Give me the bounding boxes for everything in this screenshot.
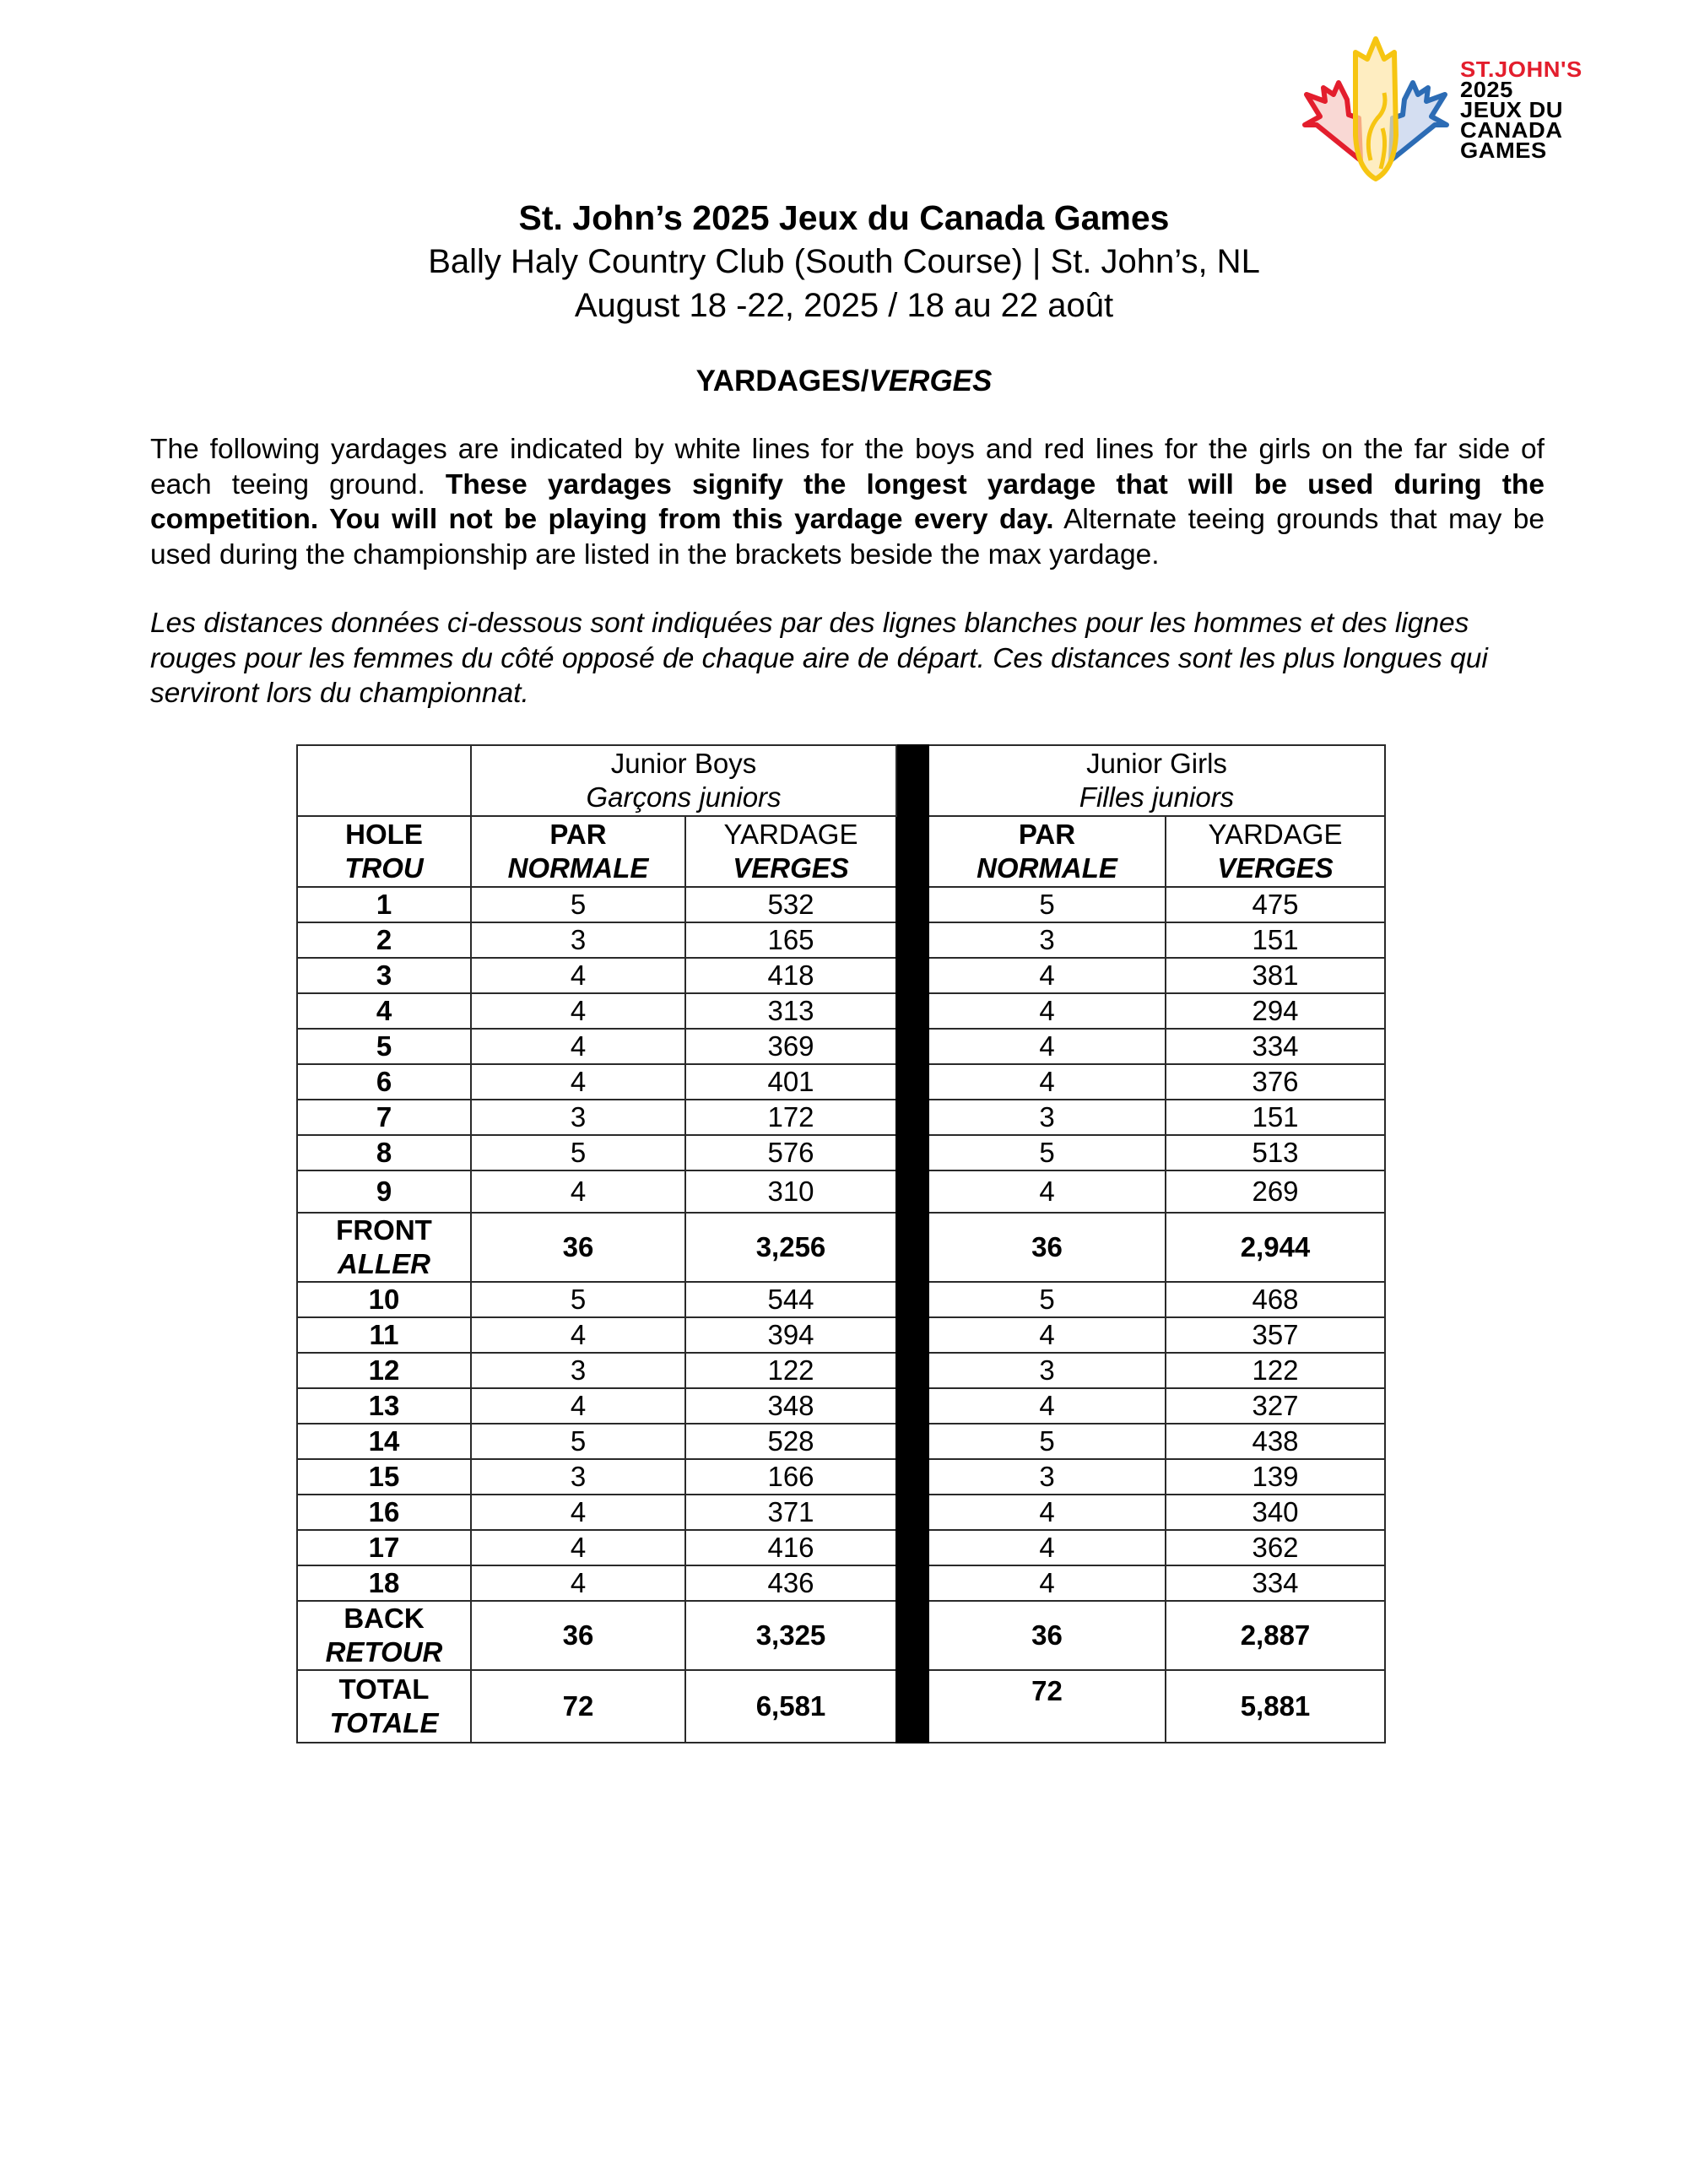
hole-number: 2 [297, 922, 471, 958]
table-row [297, 1282, 1385, 1317]
hole-number: 10 [297, 1282, 471, 1317]
table-row [297, 1353, 1385, 1388]
logo-year: 2025 [1460, 77, 1513, 102]
girls-yardage-cell: 327 [1166, 1388, 1385, 1424]
yardage-header-fr: VERGES [1217, 852, 1334, 884]
boys-par-cell: 4 [471, 1565, 685, 1601]
table-row [297, 1064, 1385, 1100]
front-nine-total-row [297, 1213, 1385, 1282]
boys-par-cell: 4 [471, 993, 685, 1029]
summary-label-fr: TOTALE [329, 1707, 439, 1738]
girls-par-cell: 4 [928, 1170, 1166, 1213]
table-row [297, 1029, 1385, 1064]
boys-yardage-total: 3,256 [685, 1213, 896, 1282]
girls-par-total: 36 [928, 1213, 1166, 1282]
boys-par-total: 36 [471, 1213, 685, 1282]
girls-par-cell: 4 [928, 958, 1166, 993]
hole-number: 18 [297, 1565, 471, 1601]
section-heading-en: YARDAGES/ [695, 365, 869, 397]
intro-paragraph-fr: Les distances données ci-dessous sont indiquées par des lignes blanches pour les hommes et des lignes rouges pour les femmes du côté opposé de chaque aire de départ. Ces distances sont les plus longues qui serviront lors du championnat. [150, 608, 1488, 709]
grand-total-row [297, 1670, 1385, 1743]
table-row [297, 922, 1385, 958]
girls-yardage-cell: 475 [1166, 887, 1385, 922]
girls-yardage-total: 2,887 [1166, 1601, 1385, 1670]
table-row [297, 1100, 1385, 1135]
hole-number: 12 [297, 1353, 471, 1388]
boys-par-cell: 4 [471, 1029, 685, 1064]
boys-yardage-total: 3,325 [685, 1601, 896, 1670]
boys-par-cell: 4 [471, 1064, 685, 1100]
girls-yardage-cell: 381 [1166, 958, 1385, 993]
boys-par-cell: 4 [471, 1317, 685, 1353]
intro-en-bold: These yardages signify the longest yardage that will be used during the competition. You will not be playing from this yardage every day. [150, 468, 1545, 535]
hole-number: 15 [297, 1459, 471, 1495]
girls-yardage-cell: 334 [1166, 1565, 1385, 1601]
group-boys-fr: Garçons juniors [586, 781, 782, 813]
table-row [297, 1170, 1385, 1213]
column-header-girls-par [928, 816, 1166, 887]
venue-line: Bally Haly Country Club (South Course) | St. John’s, NL [428, 243, 1260, 280]
hole-number: 17 [297, 1530, 471, 1565]
column-header-boys-yardage [685, 816, 896, 887]
boys-par-cell: 3 [471, 1459, 685, 1495]
logo-canada: CANADA [1460, 117, 1563, 143]
boys-par-cell: 4 [471, 1388, 685, 1424]
boys-yardage-cell: 544 [685, 1282, 896, 1317]
girls-yardage-total: 5,881 [1166, 1670, 1385, 1743]
boys-yardage-cell: 416 [685, 1530, 896, 1565]
hole-header-en: HOLE [345, 819, 423, 850]
boys-yardage-cell: 576 [685, 1135, 896, 1170]
boys-par-cell: 3 [471, 922, 685, 958]
girls-yardage-cell: 151 [1166, 922, 1385, 958]
summary-label-fr: ALLER [338, 1248, 430, 1279]
group-header-boys [471, 745, 896, 816]
table-row [297, 1495, 1385, 1530]
column-header-girls-yardage [1166, 816, 1385, 887]
hole-number: 9 [297, 1170, 471, 1213]
boys-par-cell: 4 [471, 1495, 685, 1530]
par-header-en: PAR [549, 819, 607, 850]
girls-par-cell: 5 [928, 1424, 1166, 1459]
summary-label [297, 1213, 471, 1282]
girls-par-cell: 4 [928, 1064, 1166, 1100]
boys-par-cell: 3 [471, 1100, 685, 1135]
girls-yardage-cell: 357 [1166, 1317, 1385, 1353]
table-column-header-row [297, 816, 1385, 887]
intro-en-text-1: The following yardages are indicated by white lines for the boys and red lines for the girls on the far side of each teeing ground. [150, 434, 1545, 500]
summary-label-fr: RETOUR [325, 1636, 443, 1668]
boys-yardage-cell: 310 [685, 1170, 896, 1213]
boys-yardage-cell: 165 [685, 922, 896, 958]
group-girls-fr: Filles juniors [1079, 781, 1235, 813]
girls-yardage-cell: 376 [1166, 1064, 1385, 1100]
girls-yardage-cell: 269 [1166, 1170, 1385, 1213]
table-row [297, 1424, 1385, 1459]
column-header-hole [297, 816, 471, 887]
boys-par-cell: 3 [471, 1353, 685, 1388]
hole-number: 1 [297, 887, 471, 922]
maple-leaf-flame-icon [1300, 34, 1452, 186]
yardage-table [296, 744, 1386, 1743]
boys-par-cell: 5 [471, 1282, 685, 1317]
empty-corner-cell [297, 745, 471, 816]
par-header-en: PAR [1018, 819, 1076, 850]
girls-yardage-cell: 340 [1166, 1495, 1385, 1530]
table-row [297, 1565, 1385, 1601]
boys-yardage-cell: 401 [685, 1064, 896, 1100]
girls-par-cell: 4 [928, 1530, 1166, 1565]
par-header-fr: NORMALE [507, 852, 649, 884]
boys-yardage-cell: 394 [685, 1317, 896, 1353]
group-header-girls [928, 745, 1385, 816]
table-row [297, 1317, 1385, 1353]
girls-par-cell: 3 [928, 1459, 1166, 1495]
boys-par-cell: 5 [471, 1135, 685, 1170]
boys-yardage-cell: 418 [685, 958, 896, 993]
boys-yardage-cell: 528 [685, 1424, 896, 1459]
boys-yardage-total: 6,581 [685, 1670, 896, 1743]
girls-yardage-cell: 334 [1166, 1029, 1385, 1064]
hole-number: 5 [297, 1029, 471, 1064]
boys-par-total: 36 [471, 1601, 685, 1670]
girls-yardage-cell: 513 [1166, 1135, 1385, 1170]
hole-number: 13 [297, 1388, 471, 1424]
table-row [297, 1135, 1385, 1170]
girls-yardage-cell: 438 [1166, 1424, 1385, 1459]
column-separator-bar [896, 745, 928, 1743]
girls-par-cell: 4 [928, 1565, 1166, 1601]
boys-par-cell: 4 [471, 1530, 685, 1565]
group-boys-en: Junior Boys [610, 748, 757, 779]
boys-par-cell: 5 [471, 1424, 685, 1459]
girls-par-cell: 5 [928, 1282, 1166, 1317]
back-nine-total-row [297, 1601, 1385, 1670]
logo-jeux: JEUX DU [1460, 97, 1564, 122]
hole-number: 6 [297, 1064, 471, 1100]
logo-city: ST.JOHN'S [1460, 57, 1582, 82]
boys-yardage-cell: 348 [685, 1388, 896, 1424]
boys-yardage-cell: 436 [685, 1565, 896, 1601]
hole-number: 7 [297, 1100, 471, 1135]
girls-par-total: 36 [928, 1601, 1166, 1670]
section-heading-fr: VERGES [868, 365, 993, 397]
hole-number: 4 [297, 993, 471, 1029]
intro-en-text-2: Alternate teeing grounds that may be used during the championship are listed in the brackets beside the max yardage. [150, 504, 1545, 570]
girls-yardage-cell: 122 [1166, 1353, 1385, 1388]
girls-yardage-cell: 294 [1166, 993, 1385, 1029]
summary-label-en: FRONT [336, 1214, 432, 1246]
boys-par-cell: 4 [471, 958, 685, 993]
table-group-header-row [297, 745, 1385, 816]
group-girls-en: Junior Girls [1086, 748, 1227, 779]
table-row [297, 1388, 1385, 1424]
boys-yardage-cell: 369 [685, 1029, 896, 1064]
yardage-header-fr: VERGES [733, 852, 849, 884]
summary-label [297, 1601, 471, 1670]
logo-games: GAMES [1460, 138, 1547, 163]
girls-par-cell: 3 [928, 922, 1166, 958]
girls-yardage-cell: 139 [1166, 1459, 1385, 1495]
table-row [297, 958, 1385, 993]
girls-par-cell: 4 [928, 1495, 1166, 1530]
girls-par-cell: 4 [928, 1388, 1166, 1424]
girls-par-cell: 3 [928, 1100, 1166, 1135]
girls-par-total: 72 [928, 1670, 1166, 1743]
games-logo [1300, 34, 1604, 190]
boys-yardage-cell: 371 [685, 1495, 896, 1530]
girls-par-cell: 5 [928, 1135, 1166, 1170]
par-header-fr: NORMALE [977, 852, 1117, 884]
girls-yardage-cell: 468 [1166, 1282, 1385, 1317]
boys-yardage-cell: 532 [685, 887, 896, 922]
yardage-header-en: YARDAGE [1208, 819, 1343, 850]
table-row [297, 1530, 1385, 1565]
hole-header-fr: TROU [344, 852, 424, 884]
boys-yardage-cell: 122 [685, 1353, 896, 1388]
intro-paragraph-en [150, 432, 1545, 572]
section-heading [0, 363, 1688, 400]
yardage-header-en: YARDAGE [723, 819, 858, 850]
girls-yardage-cell: 362 [1166, 1530, 1385, 1565]
boys-yardage-cell: 166 [685, 1459, 896, 1495]
summary-label [297, 1670, 471, 1743]
hole-number: 14 [297, 1424, 471, 1459]
summary-label-en: TOTAL [338, 1673, 430, 1705]
girls-yardage-total: 2,944 [1166, 1213, 1385, 1282]
column-header-boys-par [471, 816, 685, 887]
boys-par-total: 72 [471, 1670, 685, 1743]
dates-line: August 18 -22, 2025 / 18 au 22 août [574, 287, 1114, 324]
hole-number: 16 [297, 1495, 471, 1530]
hole-number: 11 [297, 1317, 471, 1353]
table-row [297, 993, 1385, 1029]
table-row [297, 887, 1385, 922]
summary-label-en: BACK [344, 1603, 425, 1634]
boys-par-cell: 5 [471, 887, 685, 922]
hole-number: 3 [297, 958, 471, 993]
boys-par-cell: 4 [471, 1170, 685, 1213]
girls-par-cell: 3 [928, 1353, 1166, 1388]
hole-number: 8 [297, 1135, 471, 1170]
girls-par-cell: 4 [928, 993, 1166, 1029]
boys-yardage-cell: 172 [685, 1100, 896, 1135]
document-title: St. John’s 2025 Jeux du Canada Games [518, 198, 1170, 237]
girls-par-cell: 5 [928, 887, 1166, 922]
boys-yardage-cell: 313 [685, 993, 896, 1029]
girls-par-cell: 4 [928, 1029, 1166, 1064]
girls-par-cell: 4 [928, 1317, 1166, 1353]
table-row [297, 1459, 1385, 1495]
logo-wordmark [1460, 57, 1611, 163]
girls-yardage-cell: 151 [1166, 1100, 1385, 1135]
